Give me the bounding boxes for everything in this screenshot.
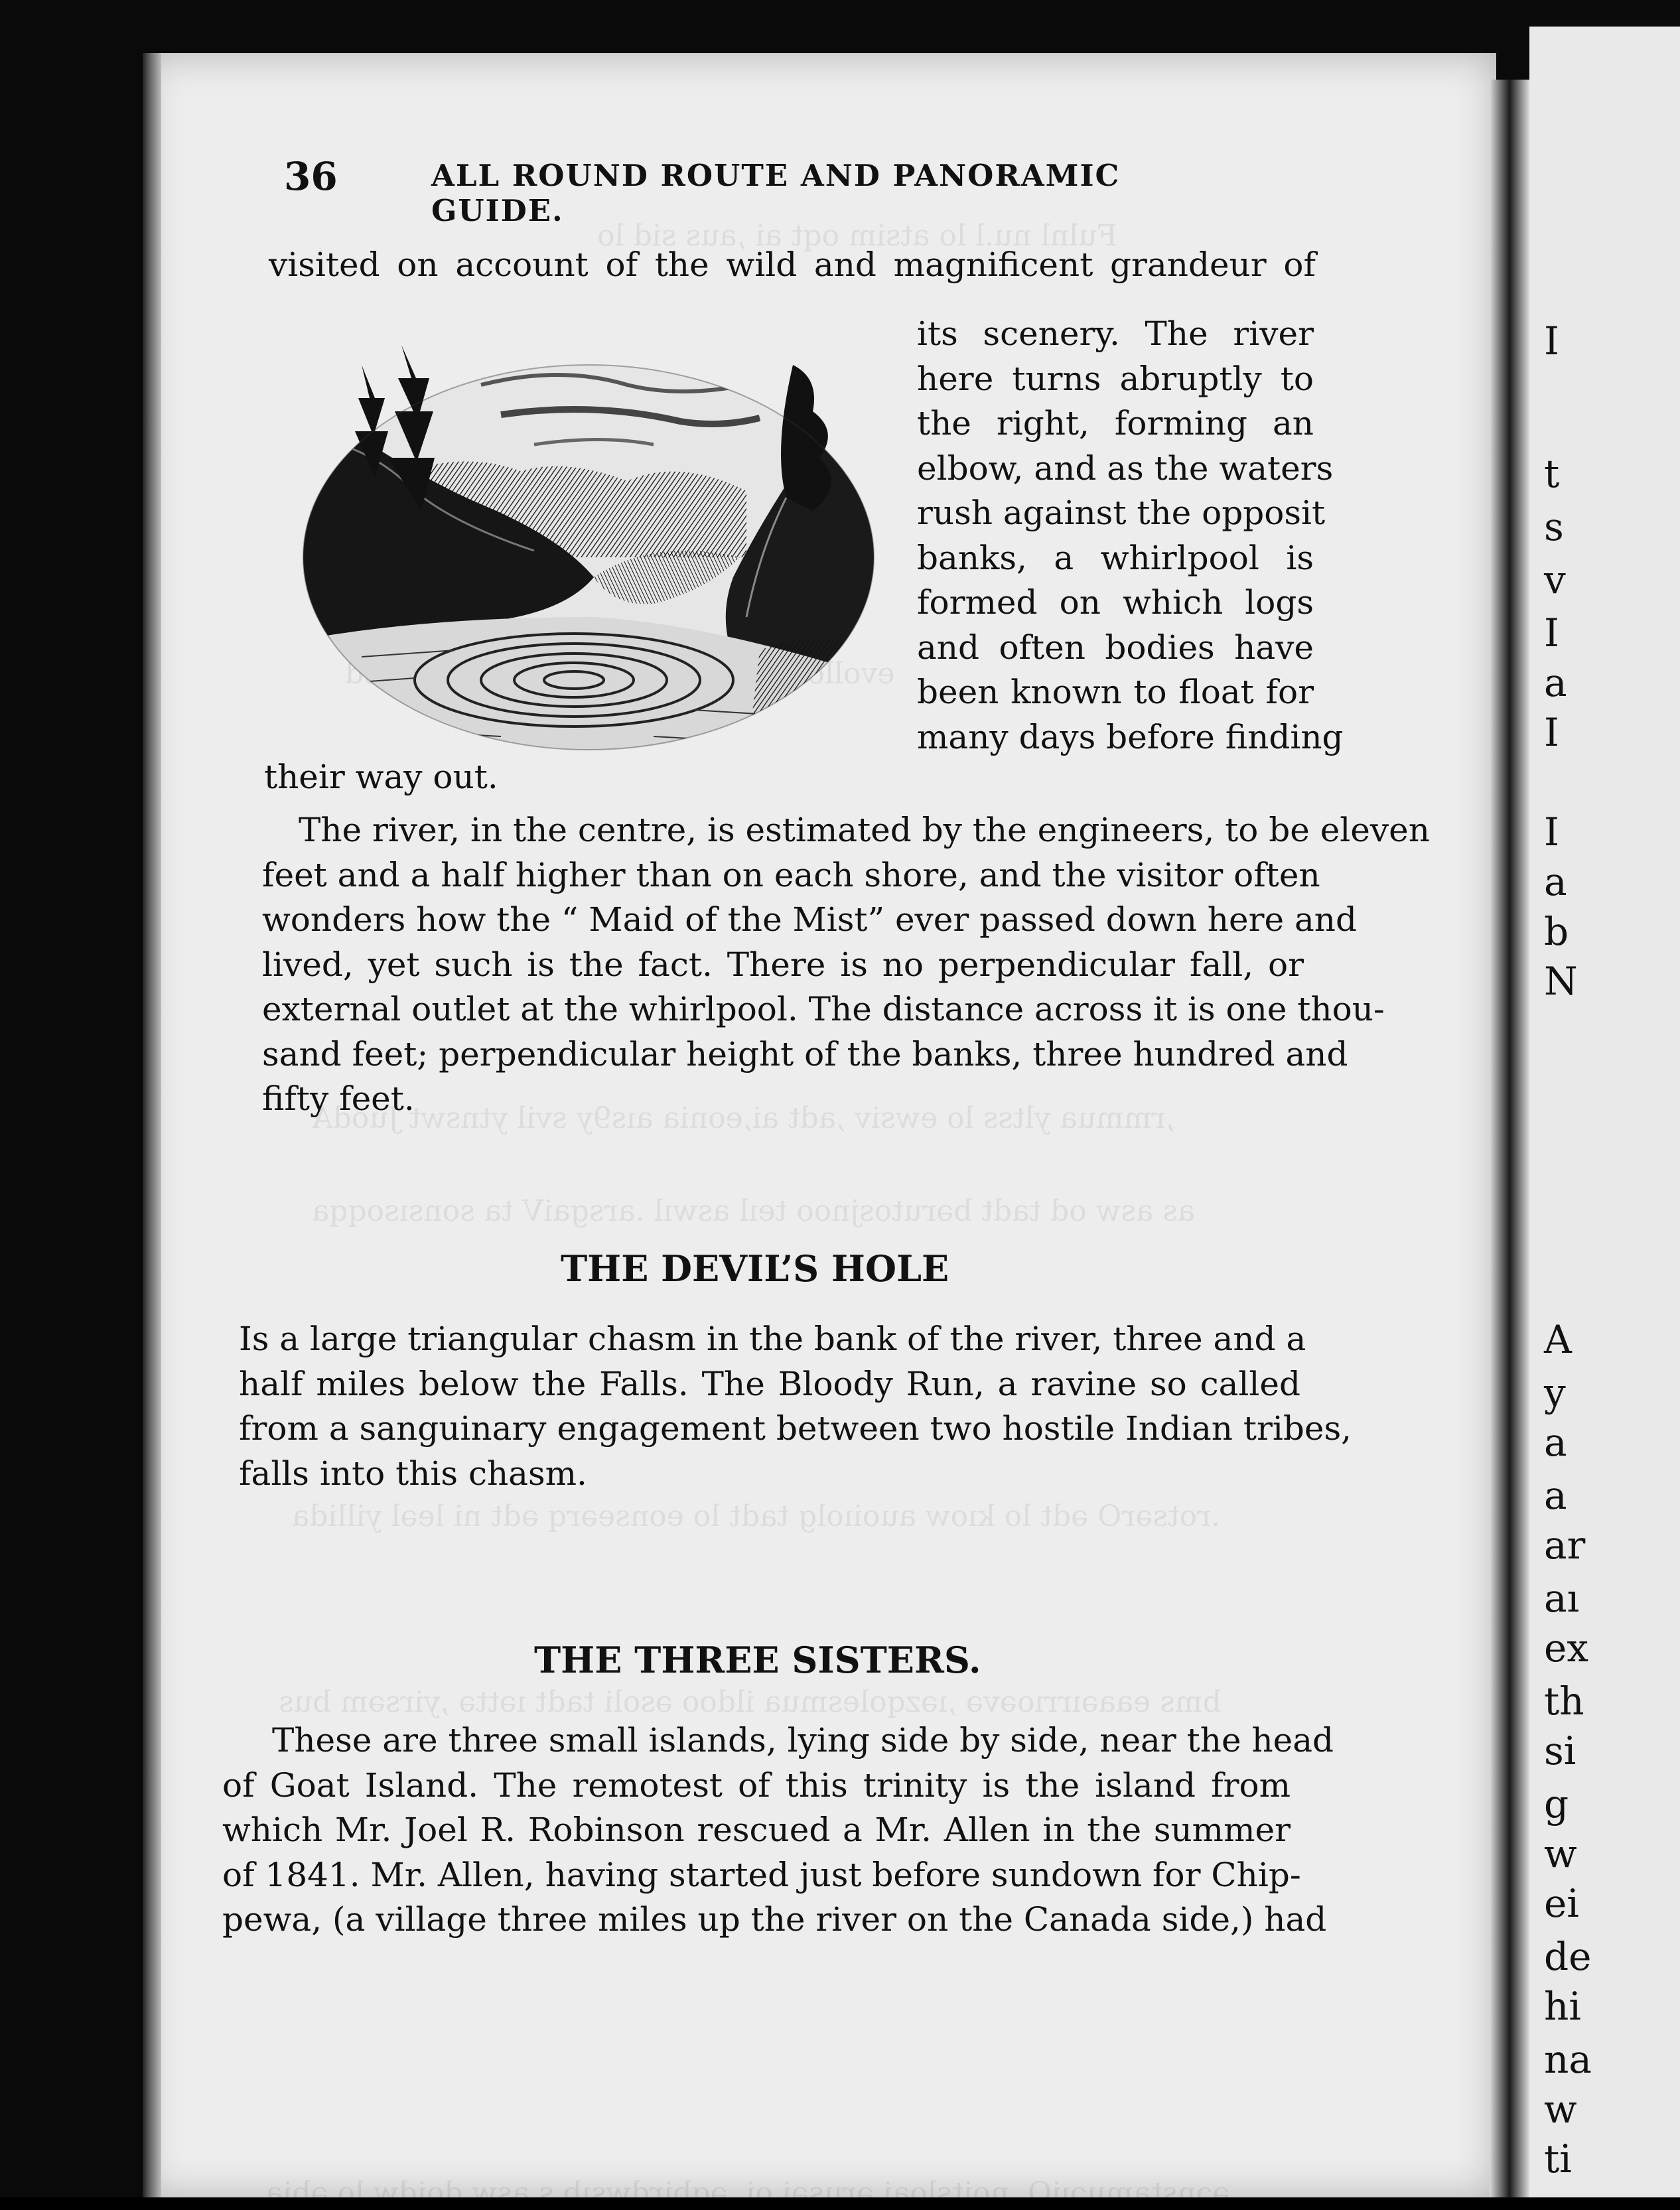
devils-hole-paragraph	[239, 1317, 1352, 1496]
three-sisters-paragraph	[222, 1718, 1334, 1943]
text-line: Is a large triangular chasm in the bank of the river, three and a	[239, 1320, 1306, 1358]
facing-page-fragment: ex	[1544, 1625, 1589, 1671]
text-line: which Mr. Joel R. Robinson rescued a Mr. Allen in the summer	[222, 1811, 1291, 1849]
text-line: falls into this chasm.	[239, 1454, 587, 1493]
facing-page-fragment: a	[1544, 859, 1567, 904]
text-line: of 1841. Mr. Allen, having started just before sundown for Chip-	[222, 1855, 1301, 1894]
facing-page-fragment: s	[1544, 504, 1564, 549]
running-head: ALL ROUND ROUTE AND PANORAMIC GUIDE.	[431, 158, 1121, 228]
book-gutter	[1490, 80, 1529, 2197]
facing-page-fragment: y	[1544, 1370, 1566, 1415]
facing-page-fragment: t	[1544, 451, 1560, 496]
text-line: These are three small islands, lying side by side, near the head	[272, 1721, 1334, 1760]
three-sisters-heading: THE THREE SISTERS.	[534, 1639, 981, 1681]
text-line: been known to float for	[917, 673, 1314, 711]
text-line: elbow, and as the waters	[917, 449, 1334, 488]
text-line: the right, forming an	[917, 404, 1314, 443]
text-line: feet and a half higher than on each shore, and the visitor often	[262, 855, 1320, 894]
text-line: half miles below the Falls. The Bloody Run, a ravine so called	[239, 1364, 1300, 1403]
facing-page-fragment: ei	[1544, 1881, 1579, 1926]
facing-page-fragment: N	[1544, 959, 1578, 1004]
text-line: visited on account of the wild and magnificent grandeur of	[269, 245, 1316, 284]
facing-page-fragment: A	[1544, 1317, 1572, 1362]
facing-page-fragment: de	[1544, 1934, 1592, 1979]
facing-page-fragment: a	[1544, 1420, 1567, 1465]
facing-page-fragment: v	[1544, 557, 1566, 602]
facing-page-fragment: I	[1544, 710, 1559, 755]
whirlpool-engraving-icon	[282, 338, 896, 763]
facing-page-fragment: I	[1544, 610, 1559, 656]
text-line: sand feet; perpendicular height of the banks, three hundred and	[262, 1034, 1348, 1073]
facing-page-fragment: a	[1544, 1473, 1567, 1518]
text-line: of Goat Island. The remotest of this trinity is the island from	[222, 1765, 1291, 1805]
text-line: formed on which logs	[917, 583, 1314, 622]
page-number: 36	[284, 154, 338, 199]
facing-page-fragment: I	[1544, 318, 1559, 364]
text-line: rush against the opposit	[917, 494, 1326, 532]
facing-page-fragment: ti	[1544, 2136, 1572, 2181]
text-line: from a sanguinary engagement between two hostile Indian tribes,	[239, 1409, 1352, 1448]
facing-page-fragment: aı	[1544, 1576, 1580, 1621]
facing-page-fragment: th	[1544, 1679, 1584, 1724]
river-centre-paragraph	[262, 808, 1430, 1122]
whirlpool-wrapped-text	[917, 312, 1344, 760]
facing-page-fragment: hi	[1544, 1984, 1581, 2029]
facing-page-fragment: na	[1544, 2037, 1592, 2082]
facing-page-fragment: a	[1544, 660, 1567, 705]
text-line: pewa, (a village three miles up the river on the Canada side,) had	[222, 1900, 1327, 1939]
facing-page-fragment: si	[1544, 1728, 1576, 1773]
text-line: The river, in the centre, is estimated by the engineers, to be eleven	[299, 811, 1430, 849]
facing-page-fragment: b	[1544, 909, 1569, 954]
text-line: lived, yet such is the fact. There is no perpendicular fall, or	[262, 945, 1304, 984]
page-edge-shadow	[143, 53, 161, 2197]
text-line: banks, a whirlpool is	[917, 538, 1314, 577]
facing-page-fragment: g	[1544, 1781, 1569, 1827]
facing-page-fragment: w	[1544, 2087, 1577, 2132]
text-line: many days before finding	[917, 717, 1344, 756]
page-header	[284, 154, 1193, 228]
facing-page-fragment: I	[1544, 809, 1559, 855]
facing-page-fragment: w	[1544, 1831, 1577, 1876]
text-line: here turns abruptly to	[917, 359, 1314, 398]
text-line: its scenery. The river	[917, 314, 1314, 353]
facing-page-fragment: ar	[1544, 1523, 1586, 1568]
facing-page	[1529, 27, 1680, 2197]
devils-hole-heading: THE DEVIL’S HOLE	[561, 1247, 949, 1290]
text-line: external outlet at the whirlpool. The distance across it is one thou-	[262, 990, 1385, 1028]
text-line: wonders how the “ Maid of the Mist” ever passed down here and	[262, 900, 1357, 939]
whirlpool-text-first-line	[269, 243, 1316, 288]
whirlpool-text-end	[264, 755, 662, 800]
text-line: fifty feet.	[262, 1079, 415, 1118]
text-line: and often bodies have	[917, 628, 1314, 667]
text-line: their way out.	[264, 758, 498, 796]
